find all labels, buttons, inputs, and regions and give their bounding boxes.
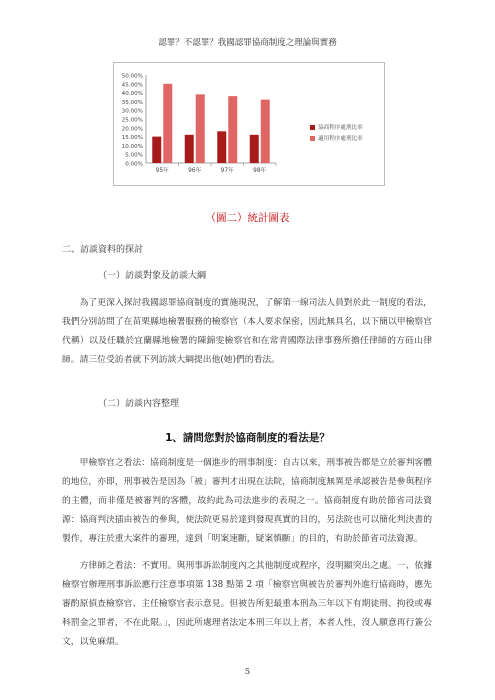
bar-series1 — [185, 135, 194, 163]
y-tick-label: 10.00% — [121, 143, 143, 150]
y-tick-label: 25.00% — [121, 117, 143, 124]
legend-swatch — [310, 125, 315, 130]
bar-series1 — [250, 135, 259, 163]
y-tick-label: 0.00% — [125, 161, 143, 168]
x-tick-label: 96年 — [188, 168, 202, 174]
bar-series2 — [261, 100, 270, 163]
bar-series1 — [152, 137, 161, 163]
y-tick-label: 15.00% — [121, 135, 143, 142]
bar-series2 — [196, 94, 205, 163]
bar-series2 — [163, 84, 172, 163]
legend-label: 適用程序處刑比率 — [318, 136, 363, 142]
intro-paragraph-text: 為了更深入探討我國認罪協商制度的實施現況，了解第一線司法人員對於此一制度的看法，我們分別訪問了在苗栗縣地檢署服務的檢察官（本人要求保密，因此無具名，以下簡以甲檢察官代稱）以及任職於宜蘭縣地檢署的陳錦雯檢察官和在常青國際法律事務所擔任律師的方砡山律師。請三位受訪者就下列訪談大綱提出他(她)們的看法。 — [62, 298, 432, 365]
answer-paragraph-2 — [62, 557, 432, 652]
y-tick-label: 20.00% — [121, 126, 143, 133]
section-heading: 二、訪談資料的探討 — [62, 245, 144, 255]
answer-1-text: 甲檢察官之看法：協商制度是一個進步的刑事制度：自古以來，刑事被告都是立於審判客體的地位，亦即，刑事被告是因為「被」審判才出現在法院，協商制度無異是承認被告是參與程序的主體，而非僅是被審判的客體，故約此為司法進步的表現之一。協商制度有助於節省司法資源：協商判決插由被告的參與，使法院更易於達到發現真實的目的，另法院也可以簡化判決書的製作，專注於重大案件的審理，達到「明案速斷，疑案慎斷」的目的，有助於節省司法資源。 — [62, 458, 432, 544]
y-tick-label: 45.00% — [121, 82, 143, 89]
x-tick-label: 98年 — [253, 168, 267, 174]
bar-series2 — [228, 96, 237, 163]
page-number: 5 — [244, 667, 251, 677]
subsection-heading-interview-subjects: （一）訪談對象及訪談大綱 — [98, 271, 207, 281]
y-tick-label: 50.00% — [121, 73, 143, 80]
legend-swatch — [310, 136, 315, 141]
y-tick-label: 30.00% — [121, 108, 143, 115]
bar-series1 — [217, 131, 226, 163]
question-heading: 1、請問您對於協商制度的看法是？ — [165, 432, 330, 444]
legend-label: 協商程序處刑比率 — [318, 125, 363, 131]
intro-paragraph — [62, 294, 432, 370]
y-tick-label: 5.00% — [125, 152, 143, 159]
figure-caption: （圖二）統計圖表 — [205, 212, 290, 224]
running-header: 認罪？不認罪？我國認罪協商制度之理論與實務 — [158, 38, 337, 48]
bar-chart — [114, 63, 384, 185]
subsection-heading-interview-content: （二）訪談內容整理 — [98, 399, 180, 409]
answer-2-text: 方律師之看法：不實用。與刑事訴訟制度內之其他制度或程序，沒明顯突出之處。一、依據檢察官辦理刑事訴訟應行注意事項第 138 點第 2 項「檢察官與被告於審判外進行協商時，應先審酌原偵查檢察官、主任檢察官表示意見。但被告所犯最重本刑為三年以下有期徒刑、拘役或專科罰金之罪者，不在此限。」，因此所處理者法定本刑三年以上者，本者人性，沒人願意再行簽公文，以免麻煩。 — [62, 561, 432, 647]
y-tick-label: 40.00% — [121, 91, 143, 98]
answer-paragraph-1 — [62, 454, 432, 549]
chart-frame — [113, 62, 385, 186]
x-tick-label: 97年 — [220, 168, 234, 174]
x-tick-label: 95年 — [155, 168, 169, 174]
y-tick-label: 35.00% — [121, 99, 143, 106]
